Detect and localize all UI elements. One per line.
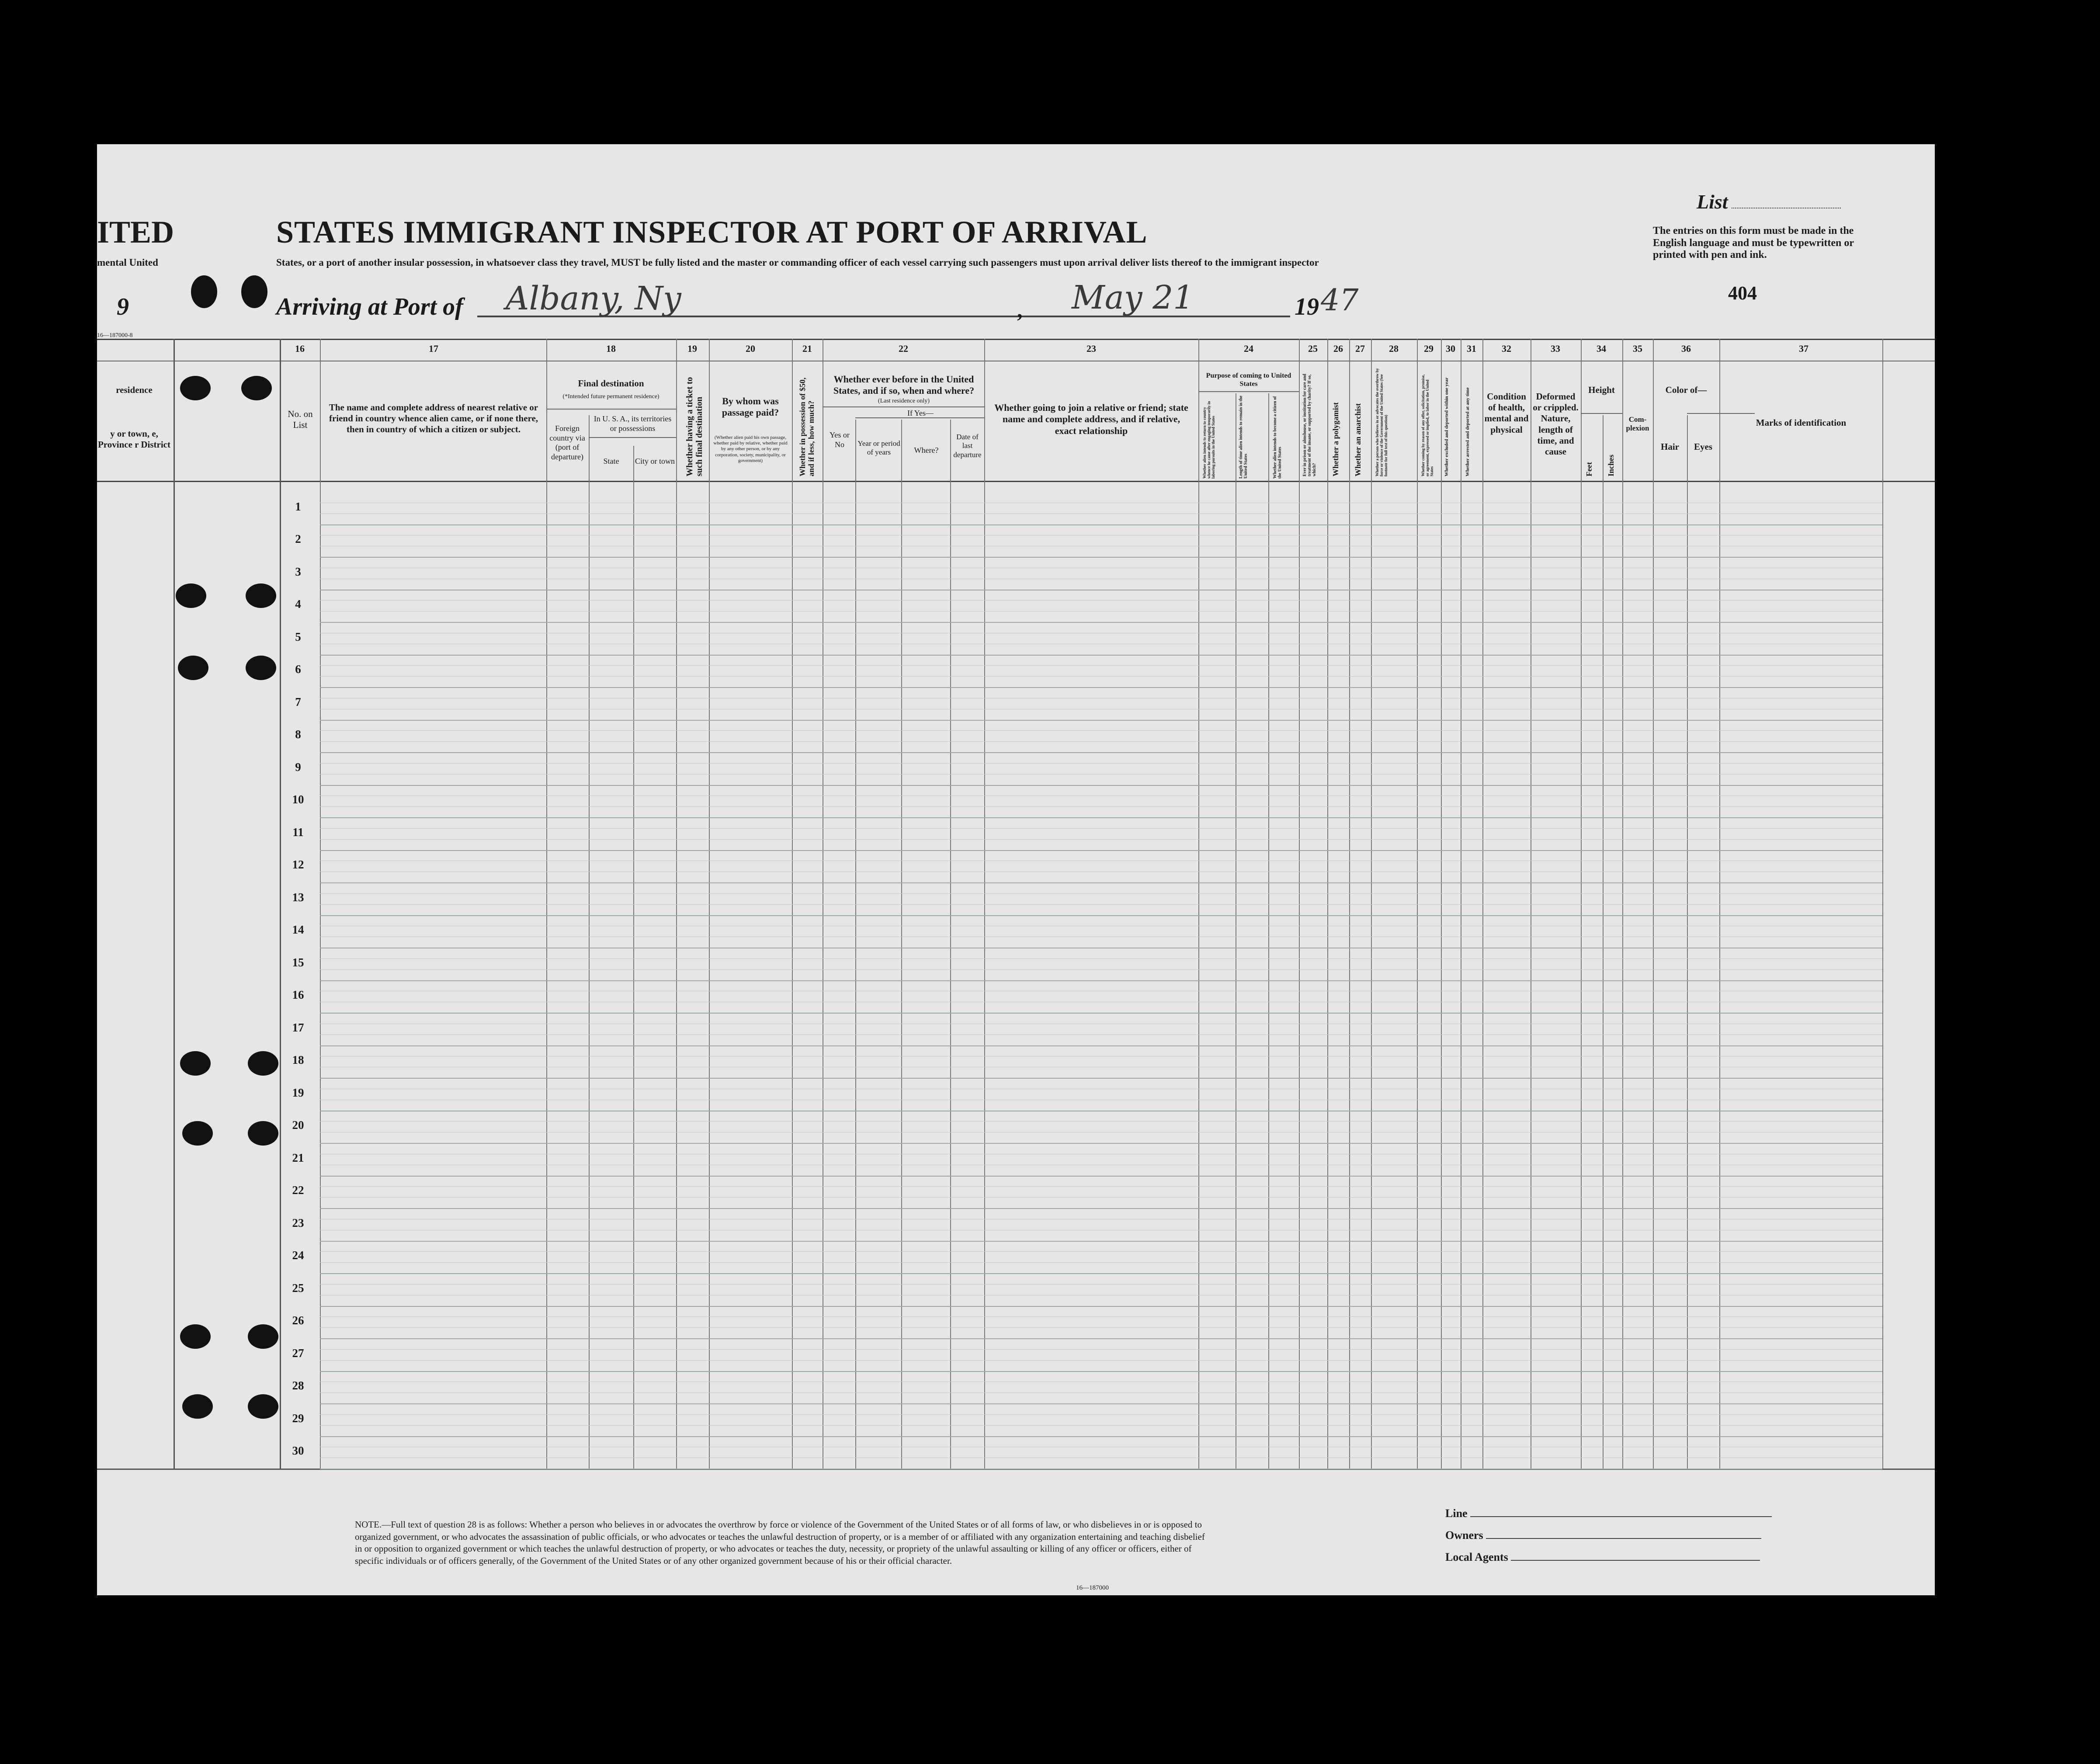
divider	[320, 339, 321, 1469]
row-number: 9	[295, 760, 301, 774]
column-number: 32	[1502, 343, 1511, 354]
owners-field: Owners	[1445, 1529, 1761, 1542]
divider	[1719, 339, 1720, 1469]
form-code-bottom: 16—187000	[1076, 1584, 1109, 1591]
row-number: 27	[292, 1346, 304, 1360]
row-line	[320, 1241, 1882, 1242]
col22-title: Whether ever before in the United States, and if so, when and where?	[833, 374, 975, 396]
col34-feet: Feet	[1585, 462, 1593, 476]
divider	[1653, 339, 1654, 1469]
row-line	[320, 1176, 1882, 1177]
col30-header: Whether excluded and deported within one year	[1444, 377, 1449, 476]
row-line	[320, 1403, 1882, 1404]
col18-city: City or town	[635, 457, 675, 465]
question-28-footnote: NOTE.—Full text of question 28 is as follows: Whether a person who believes in or advocates the overthrow by force or violence of the Government of the United States or of all forms of law, or who disbelieves in or is opposed to organized government, or who advocates the assassination of public officials, or who advocates or teaches the unlawful destruction of property, or is a member of or affiliated with any organization entertaining and teaching disbelief in or opposition to organized government or which teaches the unlawful destruction of property, or who advocates or teaches the duty, necessity, or propriety of the unlawful assaulting or killing of any officer or officers, either of specific individuals or of officers generally, of the Government of the United States or of any other organized government because of his or their official character.	[355, 1519, 1205, 1566]
row-line	[320, 1436, 1882, 1437]
row-subline	[320, 1392, 1882, 1393]
col19-header: Whether having a ticket to such final destination	[685, 377, 704, 476]
col36-header: Color of—	[1665, 385, 1707, 395]
punch-hole	[180, 1324, 211, 1349]
subtitle-fragment-left: mental United	[97, 257, 158, 268]
column-number: 19	[687, 343, 697, 354]
subhead-rule	[1198, 391, 1299, 392]
row-subline	[320, 958, 1882, 959]
row-number: 29	[292, 1411, 304, 1425]
col36-hair: Hair	[1661, 441, 1679, 452]
col31-header: Whether arrested and deported at any time	[1465, 387, 1470, 476]
column-number: 35	[1633, 343, 1642, 354]
row-number: 18	[292, 1053, 304, 1067]
col29-header: Whether coming by reason of any offer, solicitation, promise, or agreement, expressed or implied, to labor in the United States	[1421, 374, 1434, 476]
year-handwritten: 47	[1321, 283, 1359, 318]
col24-b: Length of time alien intends to remain in the United States	[1239, 396, 1248, 479]
row-subline	[320, 1197, 1882, 1198]
punch-hole	[241, 275, 267, 308]
col34-header: Height	[1588, 385, 1615, 395]
col22-if-yes: If Yes—	[907, 409, 934, 417]
manifest-sheet	[97, 144, 1935, 1595]
row-line	[320, 1013, 1882, 1014]
divider	[1198, 339, 1199, 1469]
row-subline	[320, 1262, 1882, 1263]
column-number: 21	[802, 343, 812, 354]
col26-header: Whether a polygamist	[1331, 402, 1340, 476]
row-line	[320, 1306, 1882, 1307]
row-subline	[320, 741, 1882, 742]
column-number: 30	[1446, 343, 1455, 354]
col24-c: Whether alien intends to become a citizen of the United States	[1273, 396, 1282, 479]
col22-note: (Last residence only)	[878, 398, 930, 404]
col18-usa: In U. S. A., its territories or possessions	[594, 414, 672, 433]
col23-header: Whether going to join a relative or friend; state name and complete address, and if relative, exact relationship	[994, 402, 1188, 436]
row-subline	[320, 763, 1882, 764]
col24-a: Whether alien intends to return to country whence he came after engaging temporarily in laboring pursuits in the United States	[1202, 401, 1215, 479]
punch-hole	[180, 1051, 211, 1076]
column-number: 31	[1467, 343, 1476, 354]
row-line	[320, 622, 1882, 623]
row-line	[320, 1338, 1882, 1339]
row-subline	[320, 730, 1882, 731]
row-number: 4	[295, 597, 301, 611]
row-number: 11	[292, 825, 304, 839]
punch-hole	[248, 1051, 278, 1076]
col37-header: Marks of identification	[1756, 417, 1847, 428]
row-subline	[320, 1284, 1882, 1285]
row-number: 24	[292, 1249, 304, 1262]
row-number: 6	[295, 663, 301, 676]
divider	[1417, 339, 1418, 1469]
row-subline	[320, 1316, 1882, 1317]
row-subline	[320, 904, 1882, 905]
divider	[901, 420, 902, 1469]
row-number: 12	[292, 858, 304, 872]
punch-hole	[178, 656, 208, 680]
row-number: 8	[295, 728, 301, 741]
row-subline	[320, 676, 1882, 677]
divider	[676, 339, 677, 1469]
year-prefix: 19	[1295, 293, 1319, 320]
col22-yes-no: Yes or No	[830, 431, 850, 449]
divider	[1687, 415, 1688, 1469]
column-number: 25	[1308, 343, 1318, 354]
punch-hole	[182, 1394, 213, 1419]
row-line	[320, 557, 1882, 558]
row-subline	[320, 1349, 1882, 1350]
subhead-rule	[546, 409, 676, 410]
title-fragment-left: ITED	[97, 215, 174, 250]
row-number: 5	[295, 630, 301, 643]
row-line	[320, 980, 1882, 981]
punch-hole	[176, 583, 206, 608]
row-subline	[320, 828, 1882, 829]
divider	[855, 420, 856, 1469]
col16-header: No. on List	[288, 409, 313, 431]
divider	[709, 339, 710, 1469]
row-number: 14	[292, 923, 304, 937]
divider	[280, 339, 281, 1469]
col20-note: (Whether alien paid his own passage, whether paid by relative, whether paid by any other person, or by any corporation, society, municipality, or government)	[713, 435, 788, 463]
comma: ,	[1017, 298, 1023, 322]
row-number: 16	[292, 988, 304, 1002]
col36-eyes: Eyes	[1694, 441, 1712, 452]
col22-where: Where?	[914, 446, 939, 455]
row-number: 21	[292, 1151, 304, 1164]
list-number: 404	[1728, 282, 1757, 304]
divider	[1327, 339, 1328, 1469]
column-number: 16	[295, 343, 305, 354]
divider	[1482, 339, 1483, 1469]
punch-hole	[182, 1121, 213, 1146]
col18-state: State	[603, 457, 619, 465]
col18-foreign: Foreign country via (port of departure)	[549, 424, 585, 461]
col21-header: Whether in possession of $50, and if less, how much?	[798, 377, 816, 476]
row-subline	[320, 665, 1882, 666]
col22-year: Year or period of years	[857, 439, 900, 457]
row-number: 30	[292, 1444, 304, 1458]
subhead-rule	[1581, 413, 1622, 414]
header-top-rule	[97, 339, 1935, 340]
row-line	[320, 850, 1882, 851]
divider	[1581, 339, 1582, 1469]
row-subline	[320, 1251, 1882, 1252]
col15-residence: residence	[116, 385, 153, 395]
column-number: 20	[746, 343, 755, 354]
row-line	[320, 720, 1882, 721]
col22-date: Date of last departure	[953, 433, 982, 459]
punch-hole	[241, 376, 272, 400]
row-subline	[320, 1186, 1882, 1187]
col24-title: Purpose of coming to United States	[1206, 372, 1291, 388]
column-number: 24	[1244, 343, 1253, 354]
col18-title: Final destination	[578, 378, 644, 389]
col25-header: Ever in prison or almshouse, or institution for care and treatment of the insane, or supported by charity? If so, which?	[1302, 374, 1317, 476]
row-number: 26	[292, 1314, 304, 1327]
row-line	[320, 785, 1882, 786]
row-line	[320, 1208, 1882, 1209]
subhead-rule	[823, 406, 984, 407]
fragment-left-9: 9	[117, 293, 129, 320]
punch-hole	[191, 275, 217, 308]
col15-subhead: y or town, e, Province r District	[97, 428, 170, 450]
divider	[633, 446, 634, 1469]
line-field: Line	[1445, 1507, 1772, 1520]
row-number: 17	[292, 1021, 304, 1034]
row-number: 23	[292, 1216, 304, 1229]
row-number: 7	[295, 695, 301, 708]
divider	[1603, 415, 1604, 1469]
row-number: 25	[292, 1281, 304, 1295]
local-agents-field: Local Agents	[1445, 1551, 1760, 1564]
subhead-rule	[589, 437, 676, 438]
punch-hole	[246, 583, 276, 608]
row-number: 15	[292, 955, 304, 969]
form-code-top: 16—187000-8	[97, 332, 133, 339]
column-number: 26	[1333, 343, 1343, 354]
row-line	[320, 1045, 1882, 1046]
arriving-port-label: Arriving at Port of	[276, 293, 463, 320]
divider	[1441, 339, 1442, 1469]
column-number: 23	[1086, 343, 1096, 354]
row-subline	[320, 1360, 1882, 1361]
list-label: List	[1697, 190, 1841, 213]
row-number: 22	[292, 1184, 304, 1197]
row-line	[320, 1078, 1882, 1079]
row-number: 10	[292, 793, 304, 806]
divider	[1268, 393, 1269, 1469]
punch-hole	[180, 376, 211, 400]
divider	[1371, 339, 1372, 1469]
english-entry-note: The entries on this form must be made in the English language and must be typewritten or printed with pen and ink.	[1653, 225, 1854, 261]
divider	[174, 339, 175, 1469]
row-line	[320, 1273, 1882, 1274]
row-subline	[320, 1121, 1882, 1122]
col18-note: (*Intended future permanent residence)	[562, 393, 660, 400]
row-number: 19	[292, 1086, 304, 1099]
date-handwritten: May 21	[1072, 279, 1194, 316]
col34-inches: Inches	[1607, 454, 1615, 476]
divider	[546, 339, 547, 1469]
form-instructions: States, or a port of another insular possession, in whatsoever class they travel, MUST be fully listed and the master or commanding officer of each vessel carrying such passengers must upon arrival deliver lists thereof to the immigrant inspector	[276, 257, 1319, 268]
port-handwritten: Albany, Ny	[506, 280, 681, 317]
row-number: 3	[295, 565, 301, 578]
divider	[1299, 339, 1300, 1469]
row-line	[320, 882, 1882, 883]
form-title: STATES IMMIGRANT INSPECTOR AT PORT OF ARRIVAL	[276, 215, 1148, 250]
column-number: 28	[1389, 343, 1399, 354]
divider	[1882, 339, 1883, 1469]
divider	[589, 415, 590, 1469]
column-number: 33	[1551, 343, 1560, 354]
column-number: 34	[1597, 343, 1606, 354]
col33-header: Deformed or crippled. Nature, length of time, and cause	[1533, 391, 1579, 457]
row-line	[320, 915, 1882, 916]
col17-header: The name and complete address of nearest relative or friend in country whence alien came, or if none there, then in country of which a citizen or subject.	[329, 402, 538, 435]
row-number: 28	[292, 1379, 304, 1392]
punch-hole	[248, 1324, 278, 1349]
divider	[950, 420, 951, 1469]
column-number: 22	[899, 343, 908, 354]
row-line	[320, 752, 1882, 753]
subhead-rule	[1687, 413, 1755, 414]
row-subline	[320, 839, 1882, 840]
row-subline	[320, 1327, 1882, 1328]
row-subline	[320, 600, 1882, 601]
row-subline	[320, 969, 1882, 970]
col27-header: Whether an anarchist	[1354, 403, 1362, 476]
col35-header: Com- plexion	[1626, 415, 1649, 433]
row-number: 1	[295, 500, 301, 513]
column-number: 17	[429, 343, 438, 354]
row-line	[320, 817, 1882, 818]
column-number: 18	[606, 343, 616, 354]
row-subline	[320, 1425, 1882, 1426]
punch-hole	[246, 656, 276, 680]
column-number: 37	[1799, 343, 1808, 354]
divider	[792, 339, 793, 1469]
punch-hole	[248, 1394, 278, 1419]
column-number: 36	[1681, 343, 1691, 354]
col28-header: Whether a person who believes in or advocates the overthrow by force or violence of the Government of the United States (See footnote for full text of this question)	[1375, 368, 1388, 476]
col32-header: Condition of health, mental and physical	[1484, 391, 1529, 435]
row-subline	[320, 1414, 1882, 1415]
divider	[1622, 339, 1623, 1469]
row-number: 20	[292, 1118, 304, 1132]
column-number: 27	[1355, 343, 1365, 354]
row-subline	[320, 795, 1882, 796]
row-subline	[320, 893, 1882, 894]
row-line	[320, 524, 1882, 525]
header-bottom-rule	[97, 481, 1935, 482]
divider	[984, 339, 985, 1469]
row-line	[320, 687, 1882, 688]
divider	[1349, 339, 1350, 1469]
row-number: 2	[295, 532, 301, 546]
row-line	[320, 655, 1882, 656]
row-number: 13	[292, 890, 304, 904]
col20-title: By whom was passage paid?	[722, 396, 779, 418]
column-number: 29	[1424, 343, 1434, 354]
row-subline	[320, 806, 1882, 807]
punch-hole	[248, 1121, 278, 1146]
row-line	[320, 1371, 1882, 1372]
row-line	[320, 1143, 1882, 1144]
